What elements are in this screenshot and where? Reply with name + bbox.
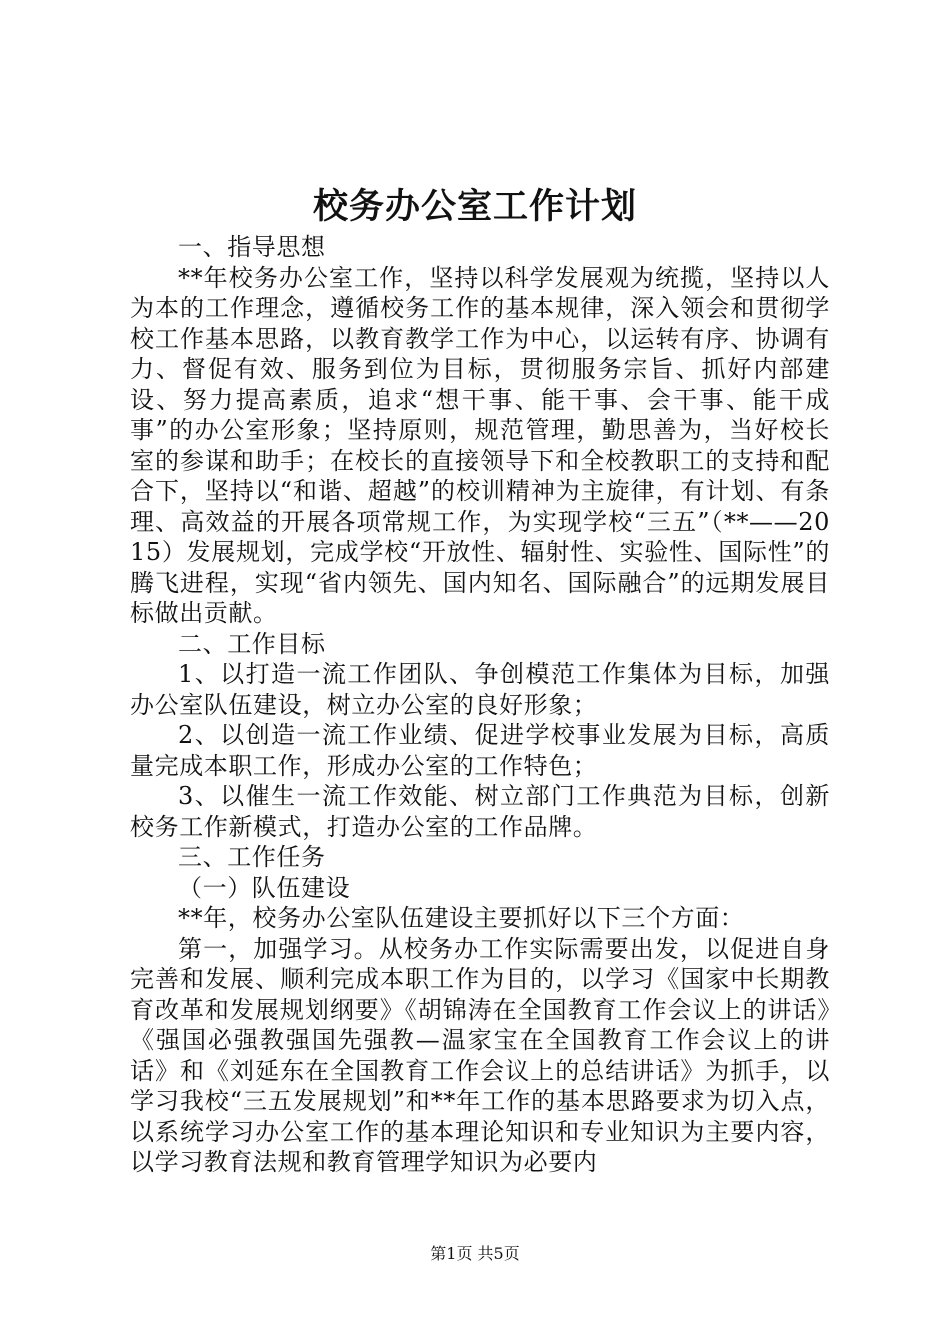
body-paragraph: **年，校务办公室队伍建设主要抓好以下三个方面：: [178, 904, 745, 932]
body-paragraph: 2、以创造一流工作业绩、促进学校事业发展为目标，高质量完成本职工作，形成办公室的工作特色；: [130, 721, 830, 780]
body-paragraph: 1、以打造一流工作团队、争创模范工作集体为目标，加强办公室队伍建设，树立办公室的良好形象；: [130, 660, 830, 719]
body-paragraph: **年校务办公室工作，坚持以科学发展观为统揽，坚持以人为本的工作理念，遵循校务工作的基本规律，深入领会和贯彻学校工作基本思路，以教育教学工作为中心，以运转有序、协调有力、督促有效、服务到位为目标，贯彻服务宗旨、抓好内部建设、努力提高素质，追求“想干事、能干事、会干事、能干成事”的办公室形象；坚持原则，规范管理，勤思善为，当好校长室的参谋和助手；在校长的直接领导下和全校教职工的支持和配合下，坚持以“和谐、超越”的校训精神为主旋律，有计划、有条理、高效益的开展各项常规工作，为实现学校“三五”（**——2015）发展规划，完成学校“开放性、辐射性、实验性、国际性”的腾飞进程，实现“省内领先、国内知名、国际融合”的远期发展目标做出贡献。: [130, 263, 830, 627]
section-heading: 二、工作目标: [178, 629, 326, 658]
body-paragraph: 3、以催生一流工作效能、树立部门工作典范为目标，创新校务工作新模式，打造办公室的工作品牌。: [130, 782, 830, 841]
section-heading: 一、指导思想: [178, 233, 326, 261]
page-footer: 第1页 共5页: [430, 1244, 520, 1263]
document-title: 校务办公室工作计划: [312, 186, 637, 227]
document-body: [130, 232, 830, 1178]
section-heading: 三、工作任务: [178, 843, 326, 871]
body-paragraph: 第一，加强学习。从校务办工作实际需要出发，以促进自身完善和发展、顺利完成本职工作为目的，以学习《国家中长期教育改革和发展规划纲要》《胡锦涛在全国教育工作会议上的讲话》《强国必强教强国先强教—温家宝在全国教育工作会议上的讲话》和《刘延东在全国教育工作会议上的总结讲话》为抓手，以学习我校“三五发展规划”和**年工作的基本思路要求为切入点，以系统学习办公室工作的基本理论知识和专业知识为主要内容，以学习教育法规和教育管理学知识为必要内: [130, 934, 830, 1176]
subsection-heading: （一）队伍建设: [178, 873, 351, 902]
